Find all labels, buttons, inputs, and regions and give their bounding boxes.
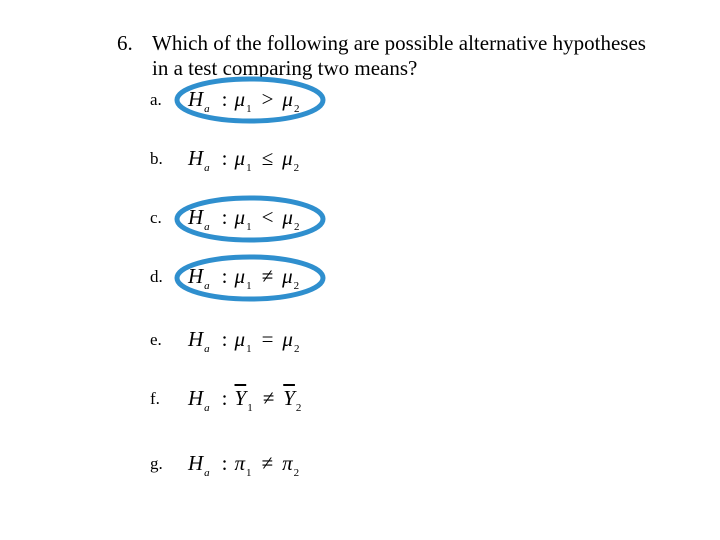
hypothesis-formula: $H_a$ : $\mu_1 \ne \mu_2$: [188, 264, 300, 292]
option-letter: a.: [150, 90, 162, 109]
question-text-line-1: Which of the following are possible alternative hypotheses: [152, 31, 646, 55]
option-letter: f.: [150, 389, 160, 408]
answer-circle-d: [177, 257, 323, 299]
option-letter: e.: [150, 330, 162, 349]
option-letter: c.: [150, 208, 162, 227]
hypothesis-formula: $H_a$ : $\mu_1 \le \mu_2$: [188, 146, 300, 174]
question-text-line-2: in a test comparing two means?: [152, 56, 418, 80]
hypothesis-formula: $H_a$ : $\overline{Y}_1 \ne \overline{Y}_2$: [188, 386, 302, 414]
sample-mean-y1: $\overline{Y}$: [234, 386, 247, 410]
hypothesis-formula: $H_a$ : $\pi_1 \ne \pi_2$: [188, 451, 300, 479]
hypothesis-formula: $H_a$ : $\mu_1 > \mu_2$: [188, 87, 300, 115]
option-letter: d.: [150, 267, 163, 286]
sample-mean-y2: $\overline{Y}$: [283, 386, 295, 410]
option-letter: b.: [150, 149, 163, 168]
answer-circle-c: [177, 198, 323, 240]
hypothesis-formula: $H_a$ : $\mu_1 = \mu_2$: [188, 327, 300, 355]
answer-circle-a: [177, 79, 323, 121]
hypothesis-formula: $H_a$ : $\mu_1 < \mu_2$: [188, 205, 300, 233]
question-number: 6.: [117, 31, 133, 55]
option-letter: g.: [150, 454, 163, 473]
